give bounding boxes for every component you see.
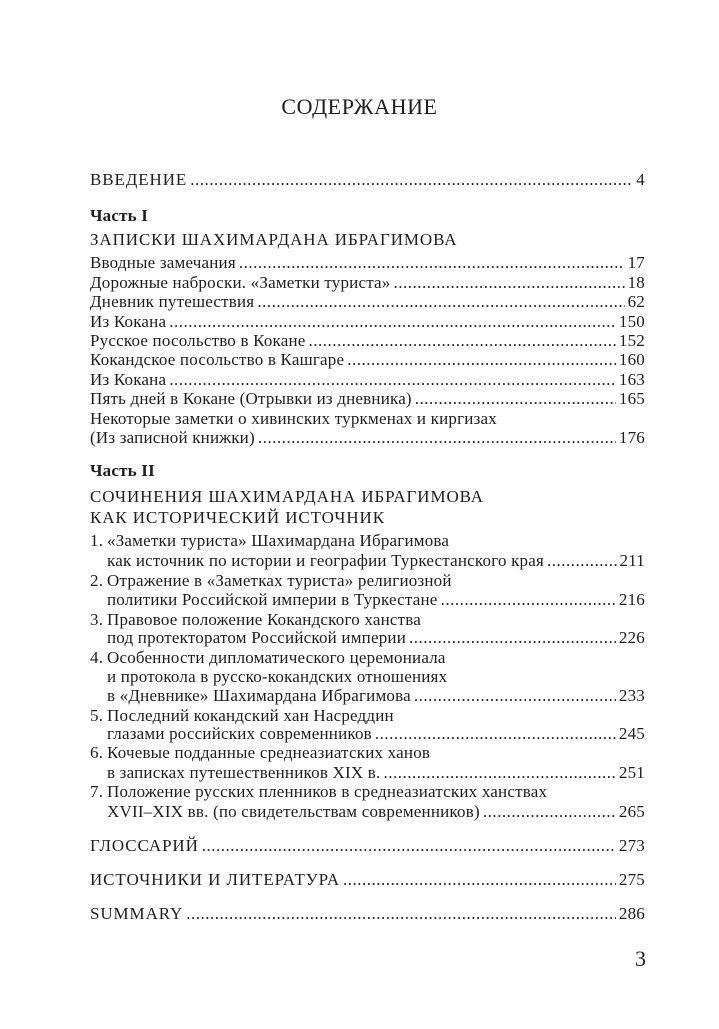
- chapter-title-line: и протокола в русско-кокандских отношениях: [107, 667, 448, 686]
- dot-leader: [309, 331, 616, 351]
- chapter-number: 1.: [90, 531, 104, 550]
- dot-leader: [190, 170, 633, 190]
- chapter-number: 7.: [90, 782, 104, 801]
- toc-entry: [107, 802, 645, 822]
- chapter-title-line: Правовое положение Кокандского ханства: [107, 610, 422, 629]
- toc-entry: [107, 551, 645, 571]
- chapter-number: 2.: [90, 571, 104, 590]
- entry-page-number: 265: [618, 802, 645, 821]
- chapter-title-line: Отражение в «Заметках туриста» религиозной: [107, 571, 452, 590]
- toc-entry-glossary: [90, 836, 645, 856]
- chapter-heading: [90, 610, 645, 630]
- toc-entry: [107, 724, 645, 744]
- toc-entry: [90, 350, 645, 370]
- entry-page-number: 18: [627, 273, 645, 292]
- toc-entry: [90, 273, 645, 293]
- dot-leader: [239, 253, 625, 273]
- toc-entry-line: Некоторые заметки о хивинских туркменах и киргизах: [90, 409, 497, 428]
- chapter-title-line: Кочевые подданные среднеазиатских ханов: [107, 743, 431, 762]
- toc-entry: [90, 389, 645, 409]
- dot-leader: [383, 763, 615, 783]
- entry-page-number: 286: [618, 904, 645, 923]
- toc-entry: [90, 253, 645, 273]
- part-1-heading: ЗАПИСКИ ШАХИМАРДАНА ИБРАГИМОВА: [90, 230, 458, 249]
- entry-title: Пять дней в Кокане (Отрывки из дневника): [90, 389, 412, 408]
- chapter-heading: [90, 743, 645, 763]
- dot-leader: [414, 686, 616, 706]
- entry-page-number: 176: [618, 428, 645, 447]
- part-2-label: Часть II: [90, 461, 155, 480]
- entry-title: Вводные замечания: [90, 253, 236, 272]
- toc-entry: [90, 292, 645, 312]
- entry-title: (Из записной книжки): [90, 428, 255, 447]
- dot-leader: [547, 551, 617, 571]
- entry-title: глазами российских современников: [107, 724, 372, 743]
- entry-page-number: 152: [618, 331, 645, 350]
- entry-title: Дневник путешествия: [90, 292, 255, 311]
- chapter-number: 6.: [90, 743, 104, 762]
- toc-entry: [90, 312, 645, 332]
- entry-title: в «Дневнике» Шахимардана Ибрагимова: [107, 686, 411, 705]
- part-2-heading: КАК ИСТОРИЧЕСКИЙ ИСТОЧНИК: [90, 508, 385, 527]
- entry-title: ГЛОССАРИЙ: [90, 836, 199, 855]
- toc-entry-summary: [90, 904, 645, 924]
- chapter-heading: [90, 782, 645, 802]
- chapter-title-line: «Заметки туриста» Шахимардана Ибрагимова: [107, 531, 450, 550]
- entry-title: Из Кокана: [90, 312, 167, 331]
- entry-page-number: 275: [618, 870, 645, 889]
- toc-entry: [90, 331, 645, 351]
- dot-leader: [343, 870, 616, 890]
- dot-leader: [347, 350, 616, 370]
- entry-title: SUMMARY: [90, 904, 184, 923]
- chapter-heading: [90, 648, 645, 668]
- chapter-heading: [90, 706, 645, 726]
- entry-title: ВВЕДЕНИЕ: [90, 170, 188, 189]
- dot-leader: [483, 802, 616, 822]
- part-1-label: Часть I: [90, 206, 149, 225]
- entry-page-number: 251: [618, 763, 645, 782]
- entry-page-number: 211: [619, 551, 645, 570]
- toc-entry: [107, 628, 645, 648]
- entry-page-number: 62: [627, 292, 645, 311]
- toc-entry-introduction: [90, 170, 645, 190]
- dot-leader: [169, 370, 616, 390]
- toc-entry: [107, 763, 645, 783]
- chapter-title-line: Последний кокандский хан Насреддин: [107, 706, 394, 725]
- dot-leader: [441, 590, 616, 610]
- entry-page-number: 216: [618, 590, 645, 609]
- dot-leader: [169, 312, 616, 332]
- entry-page-number: 233: [618, 686, 645, 705]
- chapter-number: 3.: [90, 610, 104, 629]
- entry-title: Дорожные наброски. «Заметки туриста»: [90, 273, 391, 292]
- entry-page-number: 163: [618, 370, 645, 389]
- toc-entry: [107, 686, 645, 706]
- chapter-number: 5.: [90, 706, 104, 725]
- entry-title: как источник по истории и географии Туркестанского края: [107, 551, 545, 570]
- entry-title: в записках путешественников XIX в.: [107, 763, 381, 782]
- dot-leader: [202, 836, 616, 856]
- chapter-title-line: Особенности дипломатического церемониала: [107, 648, 446, 667]
- toc-entry: [90, 370, 645, 390]
- entry-page-number: 17: [627, 253, 645, 272]
- entry-title: политики Российской империи в Туркестане: [107, 590, 438, 609]
- chapter-heading: [90, 571, 645, 591]
- part-2-heading: СОЧИНЕНИЯ ШАХИМАРДАНА ИБРАГИМОВА: [90, 487, 484, 506]
- dot-leader: [415, 389, 616, 409]
- dot-leader: [258, 428, 616, 448]
- dot-leader: [375, 724, 616, 744]
- dot-leader: [257, 292, 624, 312]
- entry-title: ИСТОЧНИКИ И ЛИТЕРАТУРА: [90, 870, 341, 889]
- toc-entry-sources: [90, 870, 645, 890]
- page-title: СОДЕРЖАНИЕ: [281, 94, 438, 119]
- dot-leader: [393, 273, 624, 293]
- dot-leader: [409, 628, 616, 648]
- chapter-number: 4.: [90, 648, 104, 667]
- entry-page-number: 160: [618, 350, 645, 369]
- entry-page-number: 245: [618, 724, 645, 743]
- entry-page-number: 226: [618, 628, 645, 647]
- entry-title: XVII–XIX вв. (по свидетельствам современников): [107, 802, 480, 821]
- toc-entry: [107, 590, 645, 610]
- toc-entry: [90, 428, 645, 448]
- entry-page-number: 150: [618, 312, 645, 331]
- dot-leader: [186, 904, 616, 924]
- entry-page-number: 4: [636, 170, 645, 189]
- entry-page-number: 273: [618, 836, 645, 855]
- folio-page-number: 3: [635, 946, 646, 971]
- chapter-heading: [90, 531, 645, 551]
- chapter-title-line: Положение русских пленников в среднеазиатских ханствах: [107, 782, 548, 801]
- entry-title: Русское посольство в Кокане: [90, 331, 306, 350]
- entry-title: Из Кокана: [90, 370, 167, 389]
- entry-page-number: 165: [618, 389, 645, 408]
- entry-title: под протекторатом Российской империи: [107, 628, 407, 647]
- entry-title: Кокандское посольство в Кашгаре: [90, 350, 345, 369]
